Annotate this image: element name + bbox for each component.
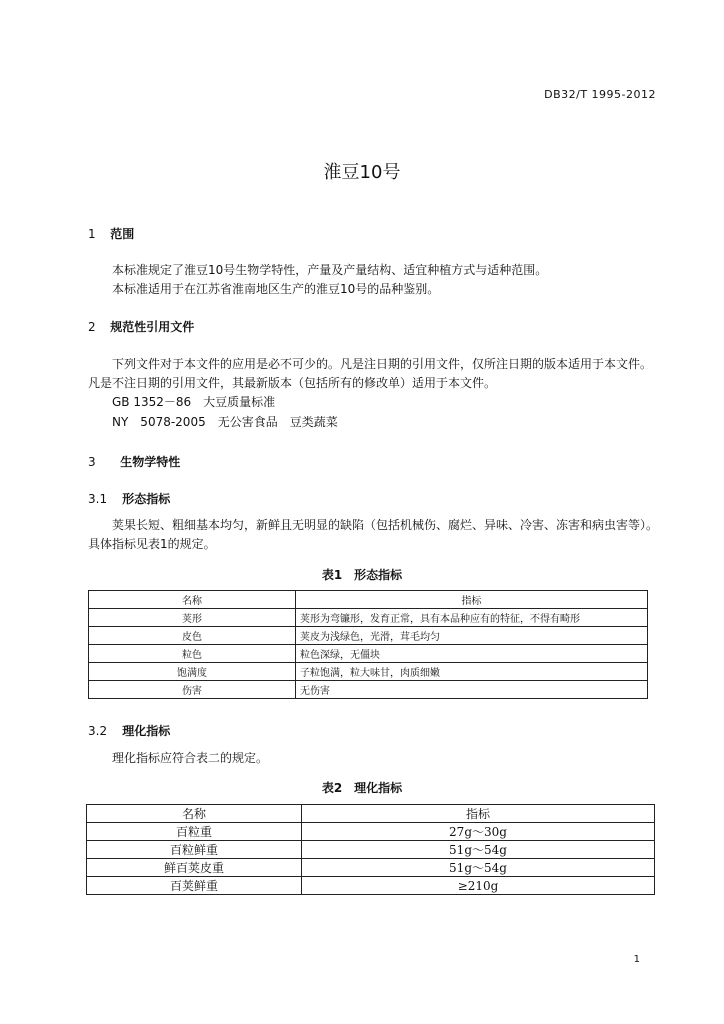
table-cell: 粒色深绿，无僵块: [296, 645, 648, 663]
page-number: 1: [633, 954, 640, 965]
section-3-1-number: 3.1: [88, 492, 108, 506]
table-cell: 荚皮为浅绿色，光滑，茸毛均匀: [296, 627, 648, 645]
section-3-1-title: 形态指标: [122, 492, 171, 506]
section-1-paragraph-2: 本标准适用于在江苏省淮南地区生产的淮豆10号的品种鉴别。: [112, 282, 440, 296]
table-cell: 百粒重: [87, 823, 302, 841]
section-3-2-paragraph: 理化指标应符合表二的规定。: [112, 751, 269, 765]
table-cell: 鲜百荚皮重: [87, 859, 302, 877]
reference-gb-1352: GB 1352－86 大豆质量标准: [112, 395, 276, 409]
table-header-cell: 指标: [302, 805, 655, 823]
document-title: 淮豆10号: [323, 162, 401, 183]
table-header-cell: 名称: [89, 591, 296, 609]
table-header-row: [87, 805, 655, 823]
section-3-heading: [88, 453, 180, 470]
table-row: [89, 663, 648, 681]
table-cell: 荚形为弯镰形，发育正常，具有本品种应有的特征，不得有畸形: [296, 609, 648, 627]
section-3-2-heading: [88, 722, 170, 739]
section-2-heading: [88, 318, 194, 335]
table-header-cell: 名称: [87, 805, 302, 823]
table-1-title: 表1 形态指标: [321, 568, 403, 582]
table-cell: ≥210g: [302, 877, 655, 895]
table-row: [89, 645, 648, 663]
table-row: [89, 609, 648, 627]
table-cell: 伤害: [89, 681, 296, 699]
table-row: [87, 877, 655, 895]
table-cell: 子粒饱满，粒大味甘，肉质细嫩: [296, 663, 648, 681]
section-3-title: 生物学特性: [120, 455, 181, 469]
reference-ny-5078: NY 5078-2005 无公害食品 豆类蔬菜: [112, 415, 338, 429]
section-2-paragraph: 下列文件对于本文件的应用是必不可少的。凡是注日期的引用文件，仅所注日期的版本适用于本文件。凡是不注日期的引用文件，其最新版本（包括所有的修改单）适用于本文件。: [88, 357, 653, 390]
table-cell: 皮色: [89, 627, 296, 645]
table-header-row: [89, 591, 648, 609]
table-cell: 51g～54g: [302, 841, 655, 859]
section-2-title: 规范性引用文件: [110, 320, 195, 334]
table-2: [86, 804, 655, 895]
table-cell: 无伤害: [296, 681, 648, 699]
section-1-heading: [88, 225, 134, 242]
table-row: [87, 859, 655, 877]
table-cell: 百荚鲜重: [87, 877, 302, 895]
table-cell: 27g～30g: [302, 823, 655, 841]
table-header-cell: 指标: [296, 591, 648, 609]
table-row: [89, 627, 648, 645]
section-3-1-heading: [88, 490, 170, 507]
table-row: [89, 681, 648, 699]
section-3-1-paragraph: 荚果长短、粗细基本均匀，新鲜且无明显的缺陷（包括机械伤、腐烂、异味、冷害、冻害和病虫害等）。具体指标见表1的规定。: [88, 518, 659, 551]
section-1-paragraph-1: 本标准规定了淮豆10号生物学特性，产量及产量结构、适宜种植方式与适种范围。: [112, 263, 548, 277]
table-cell: 粒色: [89, 645, 296, 663]
table-1: [88, 590, 648, 699]
standard-code: DB32/T 1995-2012: [544, 88, 656, 101]
table-cell: 荚形: [89, 609, 296, 627]
table-cell: 51g～54g: [302, 859, 655, 877]
section-1-title: 范围: [110, 227, 135, 241]
section-3-2-number: 3.2: [88, 724, 108, 738]
table-2-title: 表2 理化指标: [321, 781, 403, 795]
table-cell: 饱满度: [89, 663, 296, 681]
table-cell: 百粒鲜重: [87, 841, 302, 859]
table-row: [87, 841, 655, 859]
section-3-number: 3: [88, 455, 96, 469]
table-row: [87, 823, 655, 841]
section-3-2-title: 理化指标: [122, 724, 171, 738]
section-1-number: 1: [88, 227, 96, 241]
section-2-number: 2: [88, 320, 96, 334]
